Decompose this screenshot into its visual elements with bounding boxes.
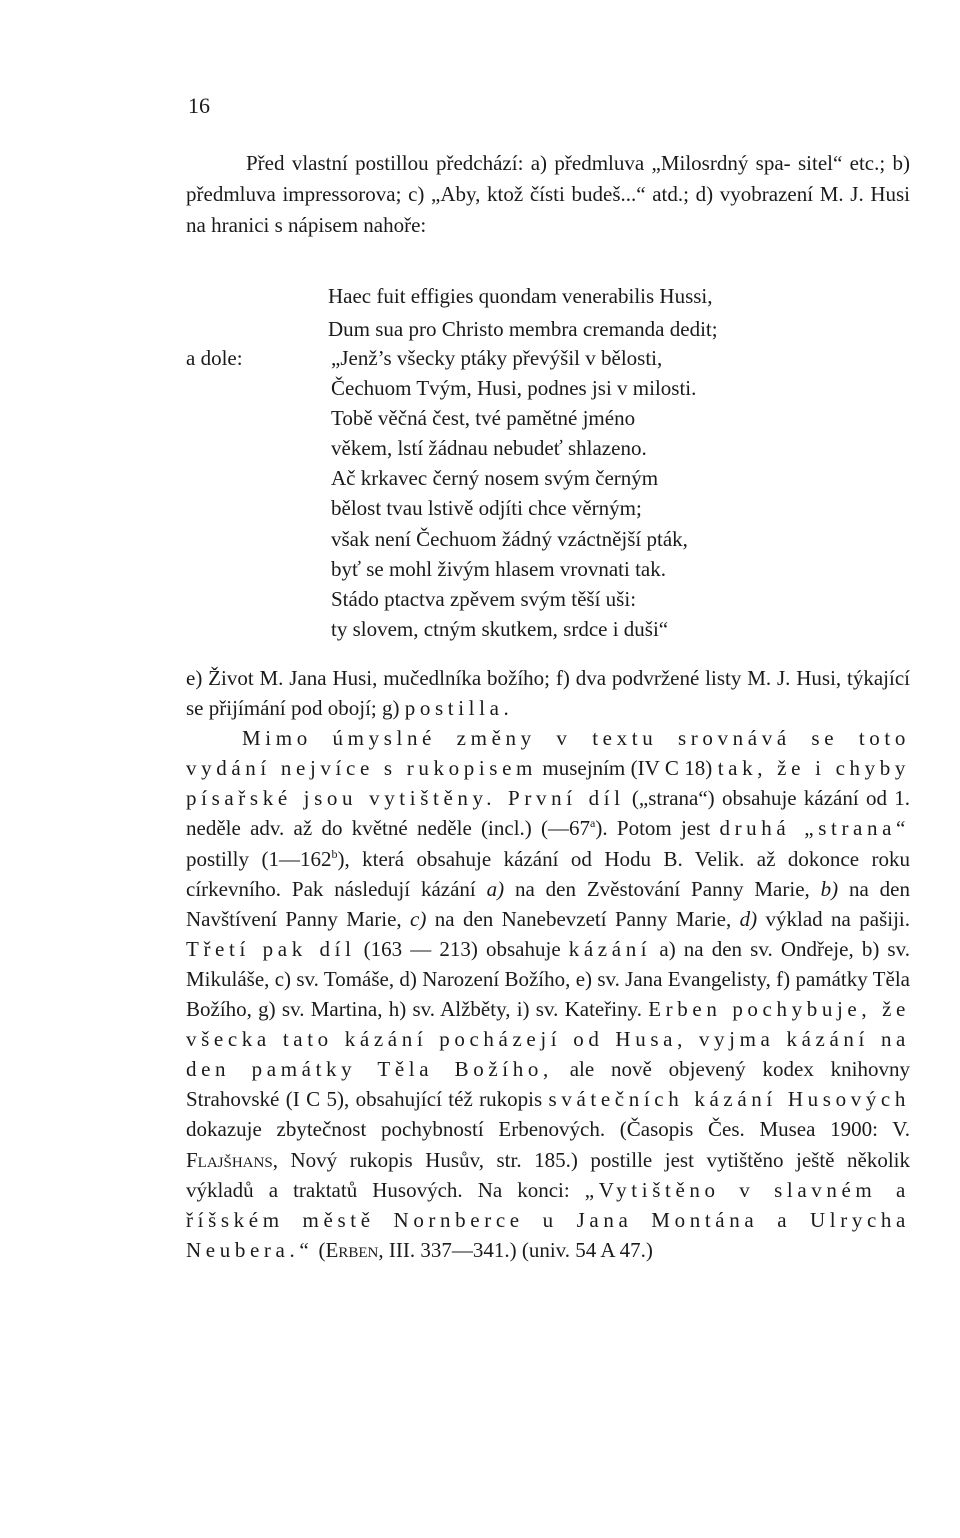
body-segment: musejním (IV C 18) [537, 756, 718, 781]
latin-line: Haec fuit effigies quondam venerabilis Hussi, [328, 284, 713, 308]
poem-line: bělost tvau lstivě odjíti chce věrným; [331, 496, 642, 521]
body-segment: ), která obsahuje kázání od Hodu B. Velik. až dokonce roku církevního. Pak následují kázání [186, 846, 910, 901]
superscript: a [590, 816, 596, 831]
intro-line-3: atd.; d) vyobrazení M. J. Husi na hranici s nápisem nahoře: [186, 182, 911, 237]
poem-line: Stádo ptactva zpěvem svým těší uši: [331, 586, 637, 611]
body-segment: ( [313, 1237, 326, 1262]
body-segment: ale nově objevený kodex knihovny Strahovské (I C 5), obsahující též rukopis [186, 1057, 910, 1112]
poem-line: „Jenž’s všecky ptáky převýšil v bělosti, [331, 346, 663, 370]
italic-letter: c) [410, 906, 427, 931]
body-text [186, 663, 910, 1265]
body-segment: (163 — 213) obsahuje [355, 936, 569, 961]
czech-poem [331, 343, 696, 644]
body-segment: , Nový rukopis Husův, str. 185.) postille jest vytištěno ještě několik výkladů a traktatů Husových. Na konci: [186, 1147, 910, 1202]
poem-line: Tobě věčná čest, tvé pamětné jméno [331, 406, 636, 431]
body-segment: na den Zvěstování Panny Marie, [504, 876, 821, 901]
intro-paragraph [186, 148, 910, 241]
body-segment: („strana“) obsahuje kázání od 1. neděle adv. až do květné neděle (incl.) (—67 [186, 786, 910, 841]
poem-line: ty slovem, ctným skutkem, srdce i duši“ [331, 616, 669, 641]
spaced-text: postilla [404, 696, 504, 721]
italic-letter: d) [739, 906, 758, 931]
small-caps-name: Erben [325, 1237, 379, 1262]
body-segment: a) na den sv. Ondřeje, b) sv. Mikuláše, c) sv. Tomáše, d) Narození Božího, e) sv. Jana Evangelisty, f) památky Těla Božího, g) sv. Martina, h) sv. Alžběty, i) sv. Kateřiny. [186, 936, 910, 1022]
page-number: 16 [188, 93, 210, 118]
spaced-text: tak, že i chyby písařské jsou vytištěny. První díl [186, 756, 910, 811]
body-segment: ). Potom jest [595, 816, 720, 841]
intro-line-1: Před vlastní postillou předchází: a) předmluva „Milosrdný spa- [246, 151, 791, 175]
spaced-text: svátečních kázání Husových [548, 1087, 910, 1112]
italic-letter: a) [486, 876, 505, 901]
poem-line: byť se mohl živým hlasem vrovnati tak. [331, 556, 666, 581]
body-segment: e) Život M. Jana Husi, mučedlníka božího; f) dva podvržené listy M. J. Husi, týkající se přijímání pod obojí; g) [186, 666, 910, 721]
spaced-text: „Vytištěno v slavném a říšském městě Nornberce u Jana Montána a Ulrycha Neubera.“ [186, 1177, 910, 1262]
body-segment: na den Navštívení Panny Marie, [186, 876, 911, 931]
poem-line: však není Čechuom žádný vzáctnější pták, [331, 526, 688, 551]
poem-line: Čechuom Tvým, Husi, podnes jsi v milosti. [331, 376, 697, 401]
body-segment: , III. 337—341.) (univ. 54 A 47.) [378, 1237, 653, 1262]
spaced-text: Erben pochybuje, že všecka tato kázání pocházejí od Husa, vyjma kázání na den památky Těla Božího, [186, 997, 910, 1082]
latin-inscription [328, 280, 718, 346]
italic-letter: b) [820, 876, 839, 901]
poem-line: věkem, lstí žádnau nebudeť shlazeno. [331, 436, 647, 461]
body-segment: postilly (1—162 [186, 846, 332, 871]
superscript: b [331, 846, 338, 861]
small-caps-name: Flajšhans [186, 1147, 273, 1172]
a-dole-label: a dole: [186, 346, 243, 370]
spaced-text: kázání [568, 936, 652, 961]
body-segment: na den Nanebevzetí Panny Marie, [426, 906, 740, 931]
body-segment: výklad na pašiji. [757, 906, 910, 931]
intro-line-2: sitel“ etc.; b) předmluva impressorova; c) „Aby, ktož čísti budeš...“ [186, 151, 911, 206]
spaced-text: Třetí pak díl [186, 936, 356, 961]
spaced-text: druhá „strana“ [719, 816, 911, 841]
spaced-text: Mimo úmyslné změny v textu srovnává se toto vydání nejvíce s rukopisem [186, 726, 910, 781]
body-segment: dokazuje zbytečnost pochybností Erbenových. (Časopis Čes. Musea 1900: V. [186, 1117, 910, 1142]
poem-line: Ač krkavec černý nosem svým černým [331, 466, 659, 491]
latin-line: Dum sua pro Christo membra cremanda dedit; [328, 317, 718, 341]
body-segment: . [503, 696, 509, 721]
